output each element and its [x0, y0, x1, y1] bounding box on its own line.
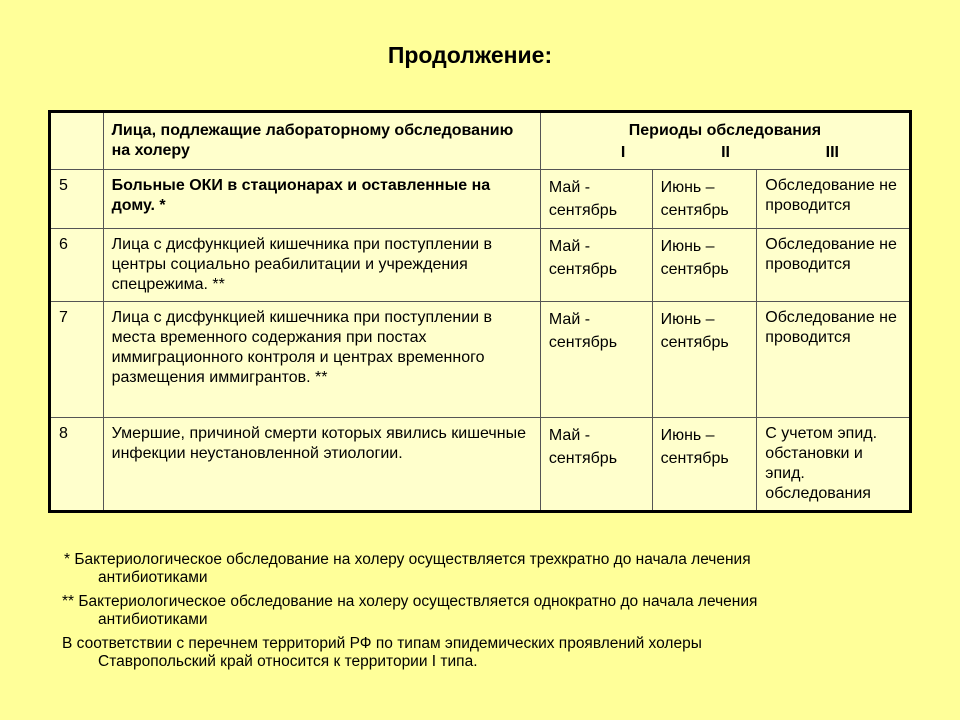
table-header-row	[50, 112, 911, 170]
footnote-double-asterisk	[62, 593, 952, 629]
footnotes	[62, 551, 952, 677]
row-description: Лица с дисфункцией кишечника при поступлении в места временного содержания при постах иммиграционного контроля и центрах временного размещения иммигрантов. **	[103, 302, 540, 418]
row-description: Умершие, причиной смерти которых явились кишечные инфекции неустановленной этиологии.	[103, 418, 540, 512]
period-iii-value: С учетом эпид. обстановки и эпид. обследования	[757, 418, 911, 512]
row-number: 6	[50, 229, 104, 302]
period-ii-label: II	[721, 144, 730, 161]
row-number: 8	[50, 418, 104, 512]
header-persons-cell: Лица, подлежащие лабораторному обследованию на холеру	[103, 112, 540, 170]
header-periods-cell	[540, 112, 910, 170]
footnote-line: * Бактериологическое обследование на холеру осуществляется трехкратно до начала лечения	[64, 551, 751, 568]
period-numerals	[549, 141, 901, 163]
footnote-line: ** Бактериологическое обследование на холеру осуществляется однократно до начала лечения	[62, 593, 758, 610]
row-number: 5	[50, 170, 104, 229]
period-iii-value: Обследование не проводится	[757, 170, 911, 229]
period-ii-value: Июнь – сентябрь	[652, 170, 757, 229]
row-description: Лица с дисфункцией кишечника при поступлении в центры социально реабилитации и учреждения спецрежима. **	[103, 229, 540, 302]
header-number-cell	[50, 112, 104, 170]
period-i-value: Май - сентябрь	[540, 229, 652, 302]
period-iii-label: III	[825, 144, 839, 161]
examination-periods-table	[48, 110, 912, 513]
footnote-line: Ставропольский край относится к территории I типа.	[98, 653, 478, 670]
period-i-value: Май - сентябрь	[540, 170, 652, 229]
table-row	[50, 229, 911, 302]
footnote-line: антибиотиками	[98, 569, 208, 586]
period-i-label: I	[620, 144, 626, 161]
period-ii-value: Июнь – сентябрь	[652, 418, 757, 512]
table-row	[50, 418, 911, 512]
period-i-value: Май - сентябрь	[540, 302, 652, 418]
period-i-value: Май - сентябрь	[540, 418, 652, 512]
table-row	[50, 170, 911, 229]
periods-title: Периоды обследования	[628, 122, 822, 139]
period-iii-value: Обследование не проводится	[757, 229, 911, 302]
period-iii-value: Обследование не проводится	[757, 302, 911, 418]
row-description: Больные ОКИ в стационарах и оставленные на дому. *	[103, 170, 540, 229]
footnote-line: В соответствии с перечнем территорий РФ по типам эпидемических проявлений холеры	[62, 635, 702, 652]
page-title: Продолжение:	[387, 42, 553, 68]
footnote-line: антибиотиками	[98, 611, 208, 628]
table-row	[50, 302, 911, 418]
period-ii-value: Июнь – сентябрь	[652, 302, 757, 418]
footnote-single-asterisk	[62, 551, 952, 587]
period-ii-value: Июнь – сентябрь	[652, 229, 757, 302]
row-number: 7	[50, 302, 104, 418]
territory-note	[62, 635, 952, 671]
